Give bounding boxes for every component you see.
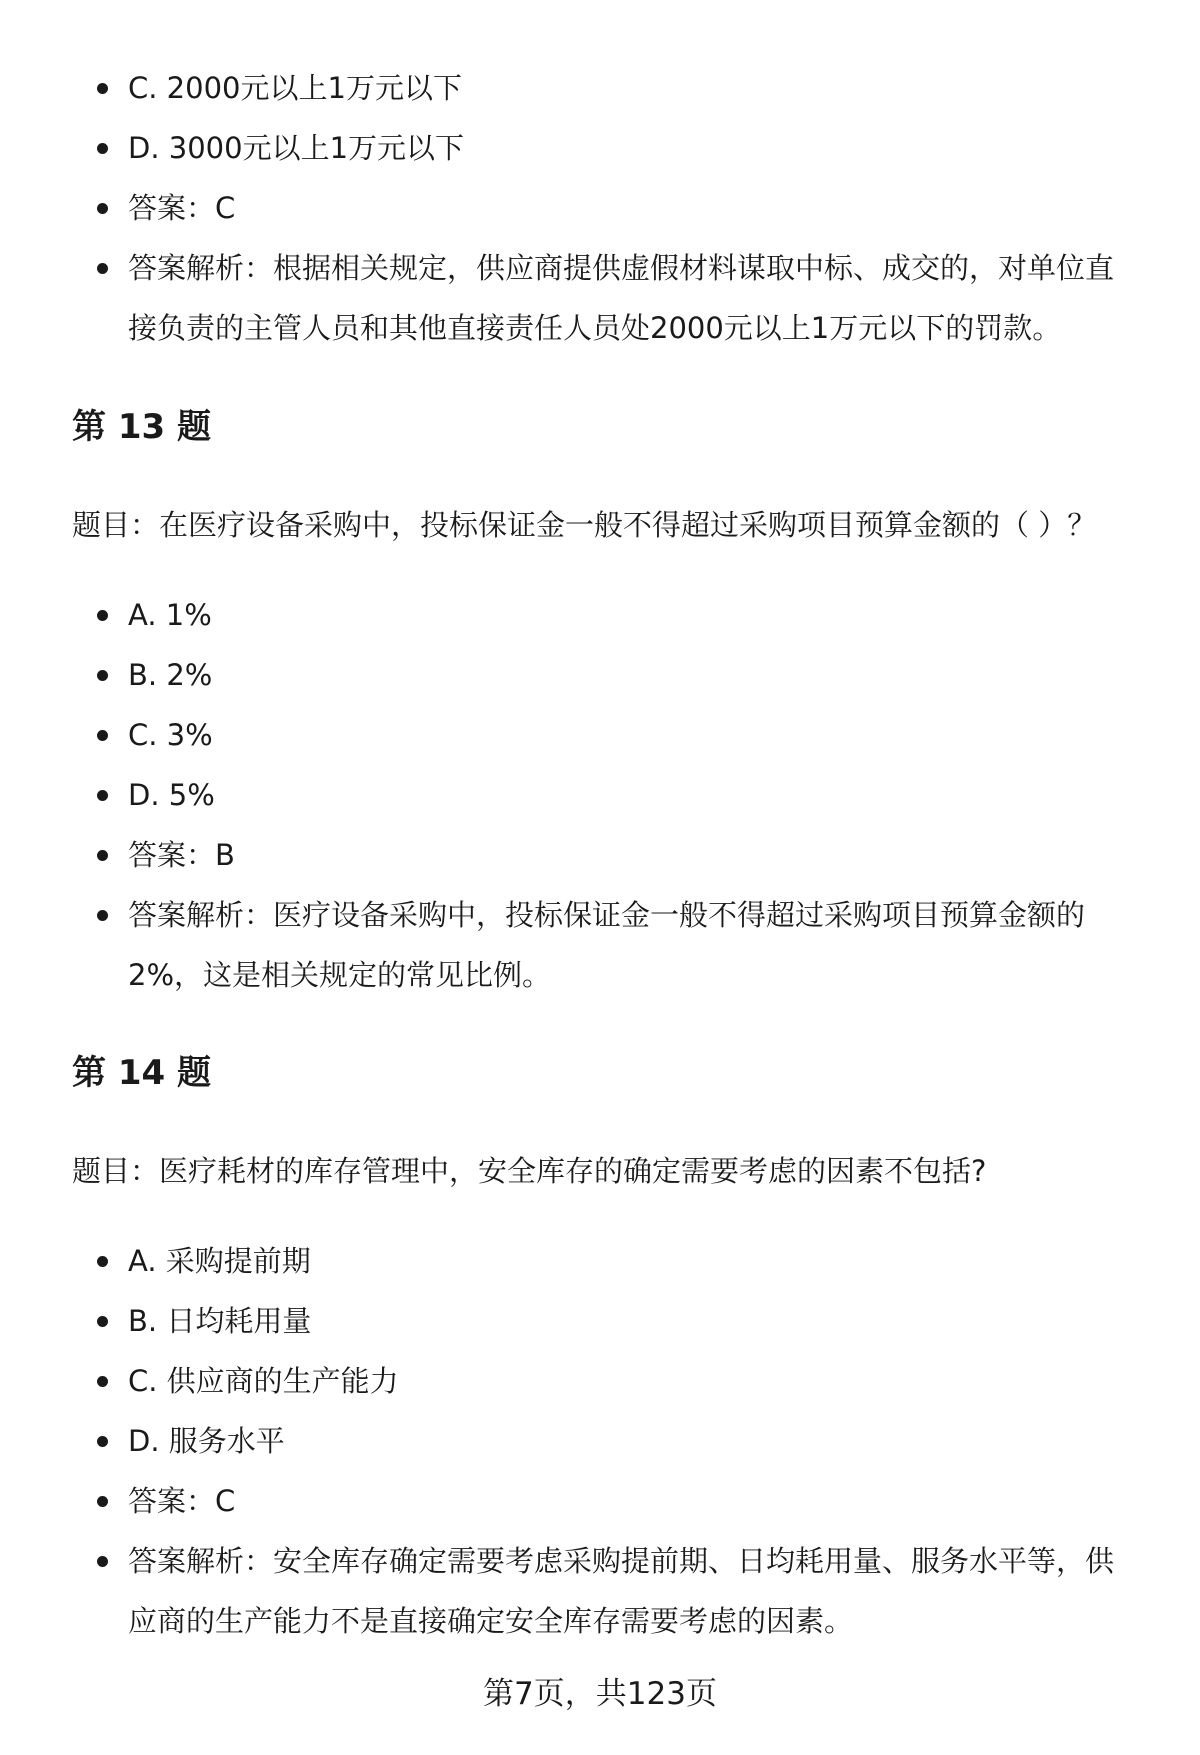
q12-options-list [0, 58, 1200, 358]
page-number-footer: 第7页，共123页 [483, 1676, 717, 1712]
bullet-icon [97, 670, 108, 681]
bullet-icon [97, 1496, 108, 1507]
option-d: D. 服务水平 [128, 1424, 285, 1458]
bullet-icon [97, 850, 108, 861]
bullet-icon [97, 610, 108, 621]
list-item [0, 238, 1200, 358]
bullet-icon [97, 143, 108, 154]
list-item [0, 1531, 1200, 1651]
q14-options-list [0, 1231, 1200, 1651]
bullet-icon [97, 1256, 108, 1267]
bullet-icon [97, 203, 108, 214]
answer-explanation: 答案解析：安全库存确定需要考虑采购提前期、日均耗用量、服务水平等，供应商的生产能力不是直接确定安全库存需要考虑的因素。 [128, 1544, 1115, 1638]
bullet-icon [97, 83, 108, 94]
option-b: B. 2% [128, 658, 213, 692]
option-a: A. 1% [128, 598, 212, 632]
list-item [0, 1471, 1200, 1531]
bullet-icon [97, 730, 108, 741]
question-13-text: 题目：在医疗设备采购中，投标保证金一般不得超过采购项目预算金额的（ ）？ [72, 508, 1097, 542]
list-item [0, 178, 1200, 238]
list-item [0, 58, 1200, 118]
option-b: B. 日均耗用量 [128, 1304, 312, 1338]
bullet-icon [97, 1436, 108, 1447]
q13-options-list [0, 585, 1200, 1005]
list-item [0, 765, 1200, 825]
question-14-text: 题目：医疗耗材的库存管理中，安全库存的确定需要考虑的因素不包括? [72, 1154, 987, 1188]
bullet-icon [97, 1556, 108, 1567]
option-c: C. 供应商的生产能力 [128, 1364, 399, 1398]
option-d: D. 5% [128, 778, 215, 812]
list-item [0, 645, 1200, 705]
option-c: C. 3% [128, 718, 213, 752]
option-a: A. 采购提前期 [128, 1244, 311, 1278]
question-14-heading: 第 14 题 [72, 1053, 211, 1093]
list-item [0, 1351, 1200, 1411]
answer: 答案：C [128, 1484, 236, 1518]
bullet-icon [97, 790, 108, 801]
list-item [0, 1291, 1200, 1351]
bullet-icon [97, 1316, 108, 1327]
list-item [0, 118, 1200, 178]
list-item [0, 885, 1200, 1005]
list-item [0, 825, 1200, 885]
answer-explanation: 答案解析：根据相关规定，供应商提供虚假材料谋取中标、成交的，对单位直接负责的主管人员和其他直接责任人员处2000元以上1万元以下的罚款。 [128, 251, 1115, 345]
answer: 答案：C [128, 191, 236, 225]
bullet-icon [97, 910, 108, 921]
list-item [0, 705, 1200, 765]
list-item [0, 1411, 1200, 1471]
answer: 答案：B [128, 838, 235, 872]
bullet-icon [97, 263, 108, 274]
list-item [0, 1231, 1200, 1291]
list-item [0, 585, 1200, 645]
option-c: C. 2000元以上1万元以下 [128, 71, 462, 105]
bullet-icon [97, 1376, 108, 1387]
question-13-heading: 第 13 题 [72, 407, 211, 447]
answer-explanation: 答案解析：医疗设备采购中，投标保证金一般不得超过采购项目预算金额的2%，这是相关规定的常见比例。 [128, 898, 1086, 992]
option-d: D. 3000元以上1万元以下 [128, 131, 465, 165]
